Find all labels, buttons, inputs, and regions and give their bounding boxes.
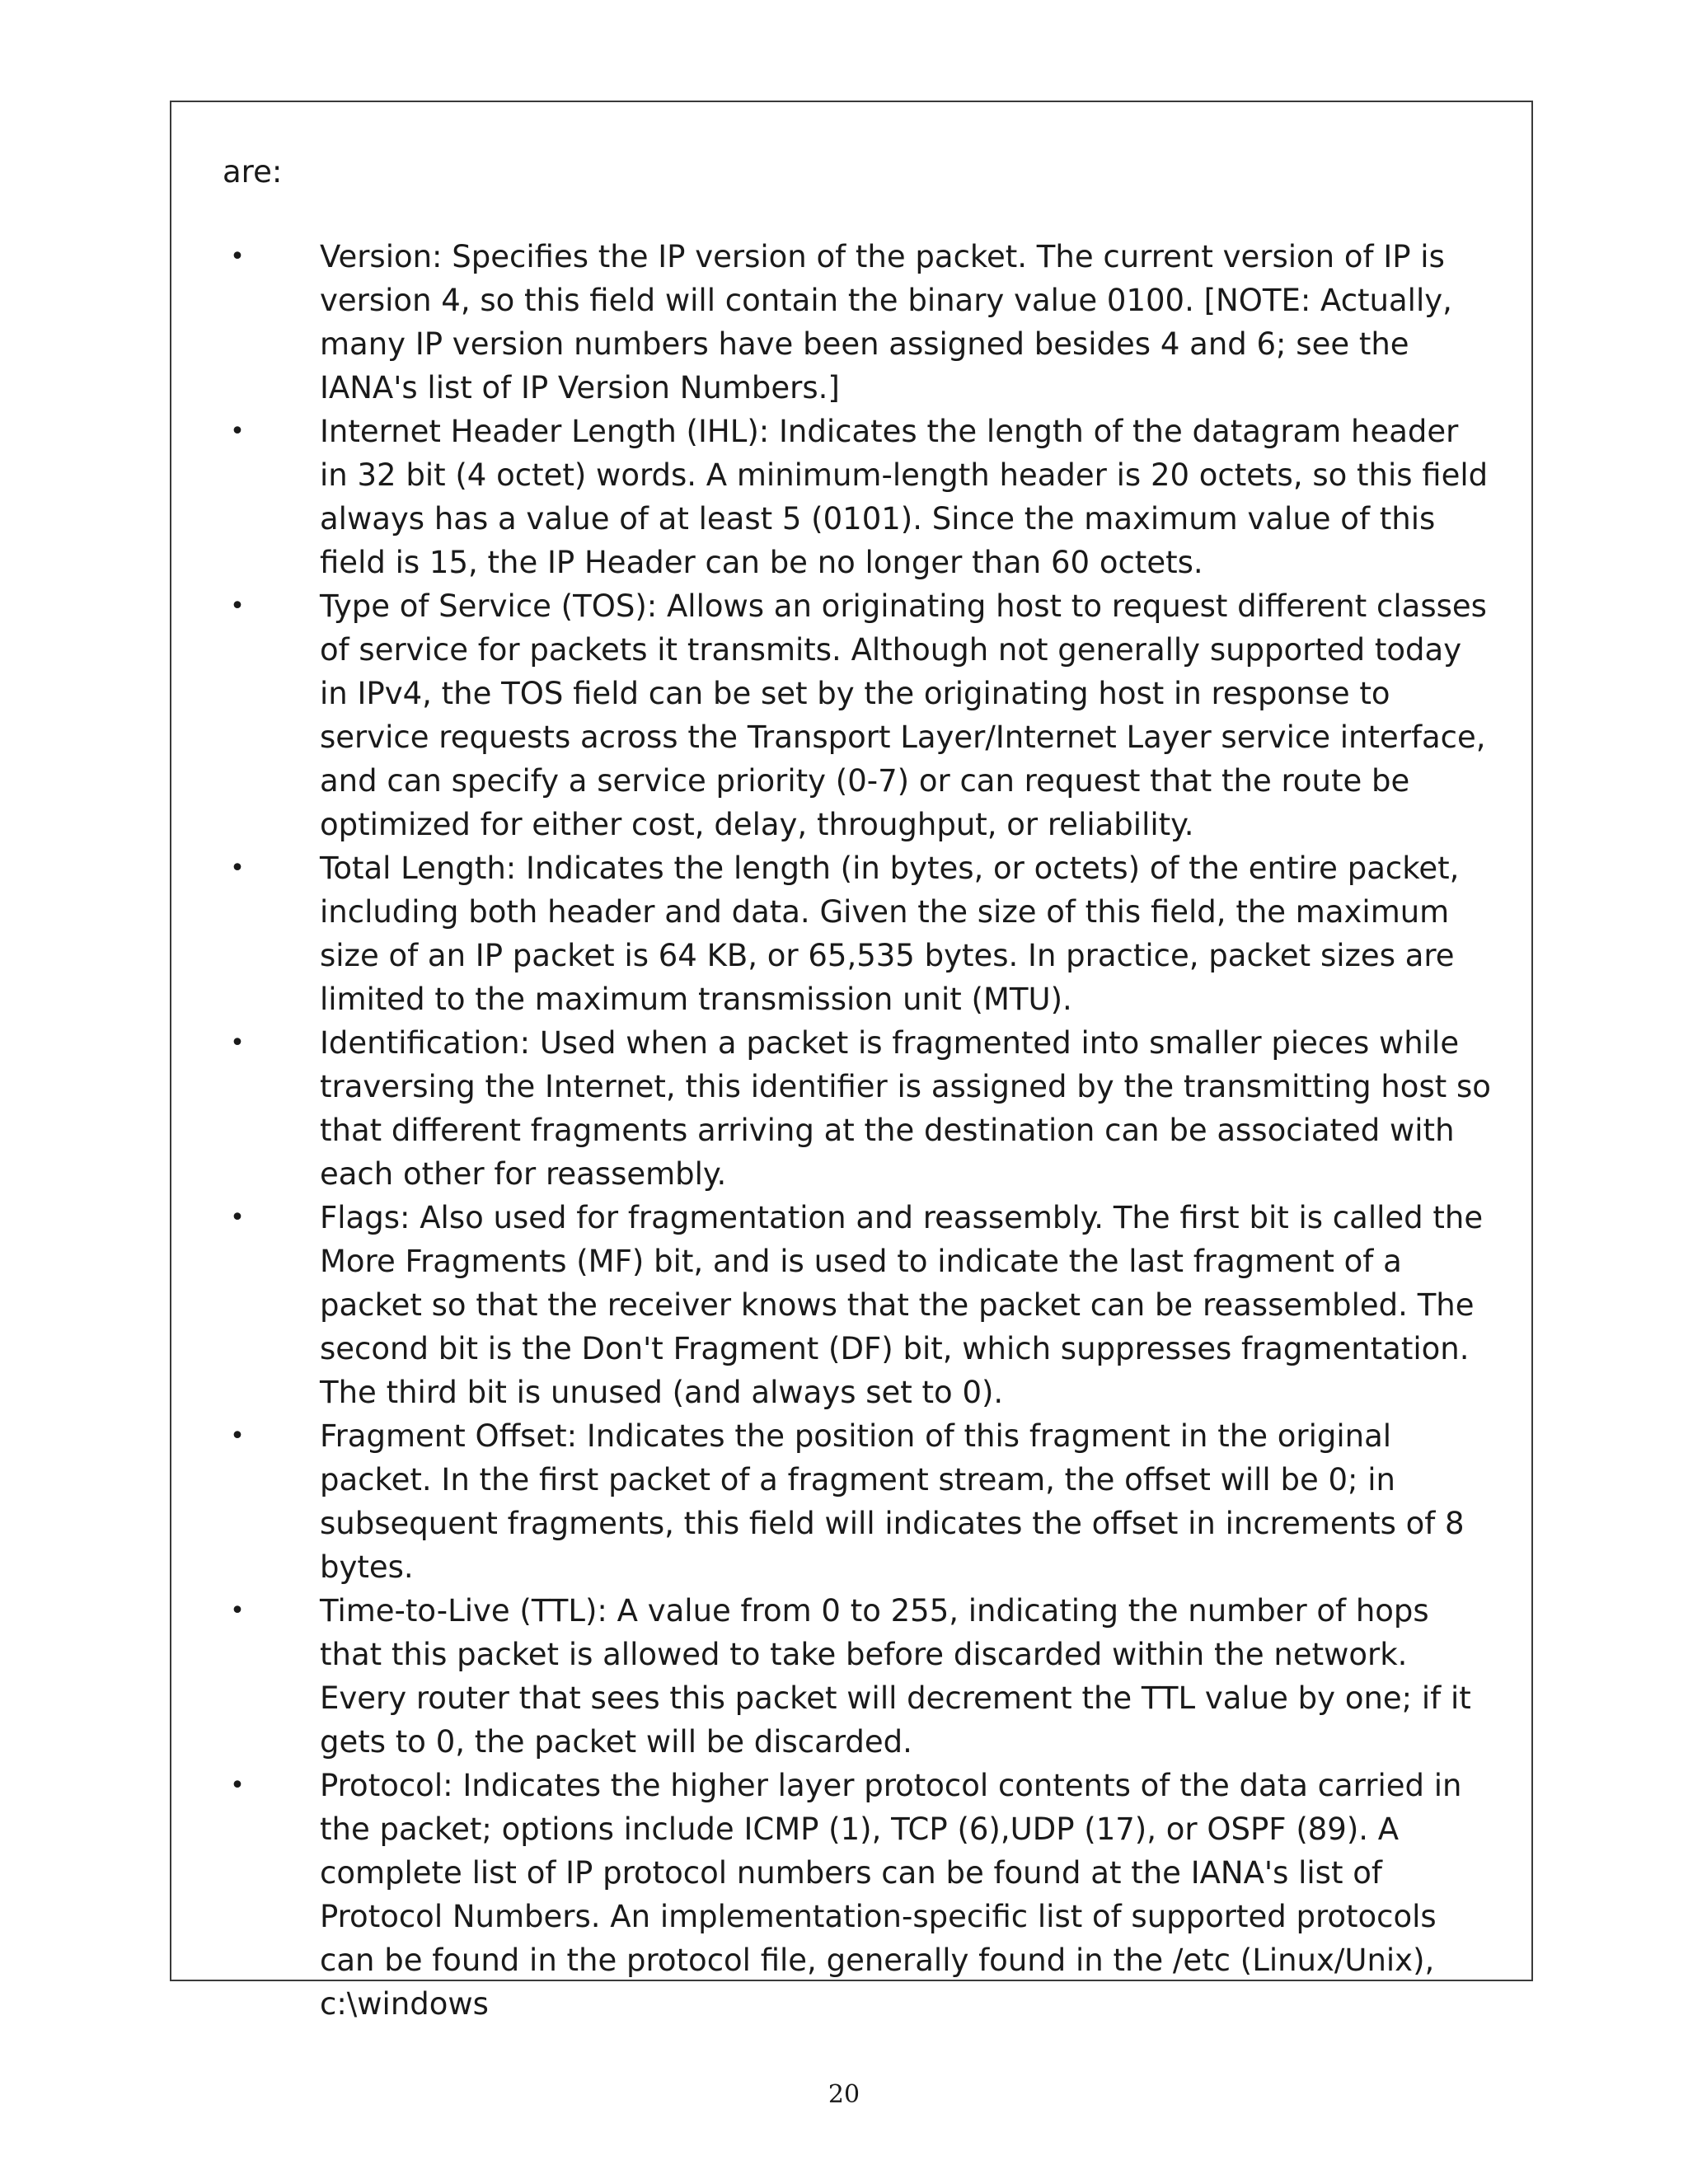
list-item-text: Protocol: Indicates the higher layer protocol contents of the data carried in the packet; options include ICMP (1), TCP (6),UDP (17), or OSPF (89). A complete list of IP protocol numbers can be found at the IANA's list of Protocol Numbers. An implementation-specific list of supported protocols can be found in the protocol file, generally found in the /etc (Linux/Unix), c:\windows	[320, 1768, 1462, 2022]
bullet-icon: •	[230, 1203, 245, 1232]
bullet-icon: •	[230, 592, 245, 621]
list-item-ihl	[223, 410, 1492, 584]
list-item-fragment-offset	[223, 1414, 1492, 1589]
list-item-tos	[223, 584, 1492, 846]
list-item-identification	[223, 1021, 1492, 1196]
list-item-text: Time-to-Live (TTL): A value from 0 to 255, indicating the number of hops that this packet is allowed to take before discarded within the network. Every router that sees this packet will decrement the TTL value by one; if it gets to 0, the packet will be discarded.	[320, 1593, 1471, 1760]
list-item-protocol	[223, 1764, 1492, 2026]
page-number: 20	[828, 2080, 860, 2109]
intro-text: are:	[223, 154, 283, 190]
list-item-version	[223, 235, 1492, 410]
bullet-icon: •	[230, 242, 245, 271]
bullet-icon: •	[230, 1029, 245, 1057]
list-item-text: Identification: Used when a packet is fragmented into smaller pieces while traversing the Internet, this identifier is assigned by the transmitting host so that different fragments arriving at the destination can be associated with each other for reassembly.	[320, 1025, 1491, 1192]
bullet-icon: •	[230, 417, 245, 446]
list-item-total-length	[223, 846, 1492, 1021]
list-item-text: Version: Specifies the IP version of the packet. The current version of IP is version 4, so this field will contain the binary value 0100. [NOTE: Actually, many IP version numbers have been assigned besides 4 and 6; see the IANA's list of IP Version Numbers.]	[320, 239, 1452, 405]
bullet-icon: •	[230, 1771, 245, 1800]
list-item-text: Fragment Offset: Indicates the position of this fragment in the original packet. In the first packet of a fragment stream, the offset will be 0; in subsequent fragments, this field will indicates the offset in increments of 8 bytes.	[320, 1418, 1465, 1585]
list-item-flags	[223, 1196, 1492, 1414]
bullet-icon: •	[230, 1596, 245, 1625]
bullet-icon: •	[230, 1422, 245, 1451]
ip-header-fields-list	[223, 235, 1492, 2026]
list-item-text: Type of Service (TOS): Allows an originating host to request different classes of service for packets it transmits. Although not generally supported today in IPv4, the TOS field can be set by the originating host in response to service requests across the Transport Layer/Internet Layer service interface, and can specify a service priority (0-7) or can request that the route be optimized for either cost, delay, throughput, or reliability.	[320, 588, 1487, 842]
list-item-ttl	[223, 1589, 1492, 1764]
bullet-icon: •	[230, 854, 245, 883]
list-item-text: Internet Header Length (IHL): Indicates the length of the datagram header in 32 bit (4 octet) words. A minimum-length header is 20 octets, so this field always has a value of at least 5 (0101). Since the maximum value of this field is 15, the IP Header can be no longer than 60 octets.	[320, 414, 1489, 580]
list-item-text: Total Length: Indicates the length (in bytes, or octets) of the entire packet, including both header and data. Given the size of this field, the maximum size of an IP packet is 64 KB, or 65,535 bytes. In practice, packet sizes are limited to the maximum transmission unit (MTU).	[320, 851, 1460, 1017]
list-item-text: Flags: Also used for fragmentation and reassembly. The first bit is called the More Fragments (MF) bit, and is used to indicate the last fragment of a packet so that the receiver knows that the packet can be reassembled. The second bit is the Don't Fragment (DF) bit, which suppresses fragmentation. The third bit is unused (and always set to 0).	[320, 1200, 1484, 1410]
